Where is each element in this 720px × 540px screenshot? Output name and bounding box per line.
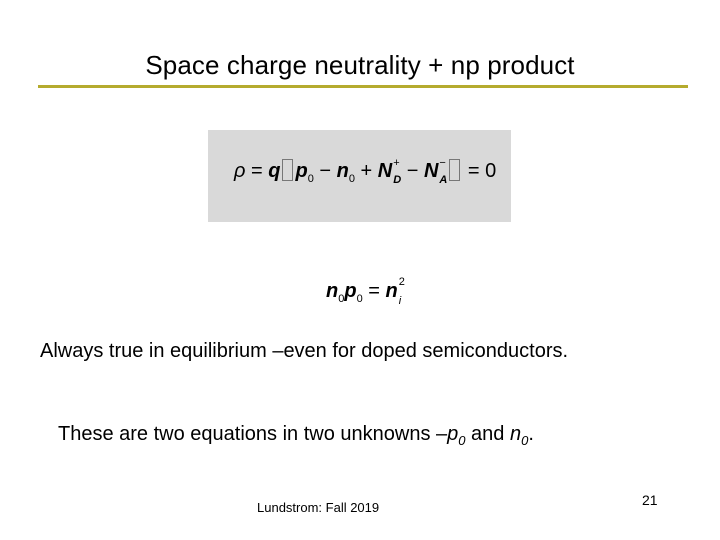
footer-author: Lundstrom: Fall 2019	[257, 500, 380, 515]
eq2-ni-superscript: 2	[398, 275, 405, 288]
eq-nd: N	[377, 160, 393, 182]
line2-n-subscript: 0	[521, 433, 529, 448]
eq-plus: +	[354, 160, 378, 182]
statement-equilibrium: Always true in equilibrium –even for doped semiconductors.	[40, 340, 569, 362]
slide-title: Space charge neutrality + np product	[145, 50, 575, 80]
eq-p: p	[295, 160, 308, 182]
line2-end: .	[528, 423, 534, 445]
eq2-ni-scripts	[398, 275, 405, 307]
statement-two-equations	[58, 423, 534, 448]
eq-na-scripts	[439, 156, 448, 186]
line2-p: p	[447, 423, 459, 445]
eq-minus-1: −	[313, 160, 337, 182]
eq-minus-2: −	[401, 160, 424, 182]
eq-p-subscript: 0	[307, 173, 314, 185]
line2-p-subscript: 0	[458, 433, 466, 448]
eq2-ni: n	[385, 280, 398, 302]
eq-equals-zero: = 0	[462, 160, 497, 182]
paren-right-icon	[449, 159, 460, 181]
eq-n: n	[336, 160, 349, 182]
eq-na-subscript: A	[439, 173, 448, 186]
eq2-n: n	[326, 280, 339, 302]
paren-left-icon	[282, 159, 293, 181]
eq2-p-subscript: 0	[356, 293, 363, 305]
eq2-ni-subscript: i	[398, 294, 402, 307]
eq2-p: p	[344, 280, 357, 302]
eq-nd-subscript: D	[393, 173, 402, 186]
page-number: 21	[642, 492, 658, 508]
np-product-equation	[326, 276, 405, 314]
eq-rho: ρ	[234, 160, 246, 182]
eq-n-subscript: 0	[348, 173, 355, 185]
line2-and: and	[465, 423, 510, 445]
line2-prefix: These are two equations in two unknowns –	[58, 423, 448, 445]
space-charge-equation	[234, 156, 496, 194]
eq-na-superscript: −	[439, 156, 446, 169]
eq-nd-scripts	[393, 156, 402, 186]
line2-n: n	[509, 423, 522, 445]
eq2-n-subscript: 0	[338, 293, 345, 305]
eq-equals: =	[245, 160, 269, 182]
eq-na: N	[423, 160, 439, 182]
eq-q: q	[268, 160, 281, 182]
eq2-equals: =	[362, 280, 386, 302]
eq-nd-superscript: +	[393, 156, 400, 169]
title-underline	[38, 85, 688, 88]
